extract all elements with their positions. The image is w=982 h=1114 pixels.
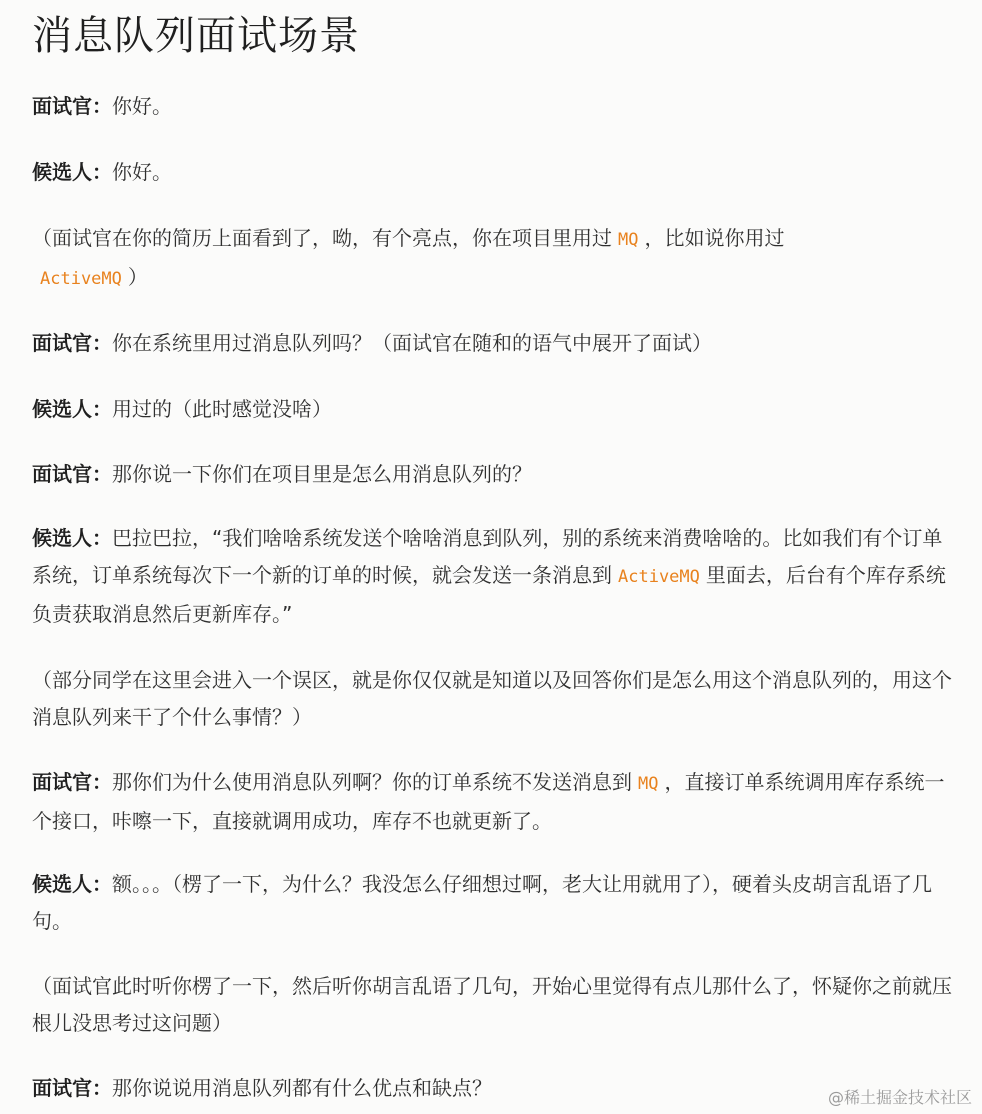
speaker-label: 候选人： — [32, 160, 112, 184]
dialogue-text: 巴拉巴拉，“我们啥啥系统发送个啥啥消息到队列，别的系统来消费啥啥的。比如我们有个订单系统，订单系统每次下一个新的订单的时候，就会发送一条消息到 — [32, 526, 943, 587]
narration-resume — [32, 220, 957, 298]
dialogue-line-interviewer-q3 — [32, 764, 957, 840]
speaker-label: 面试官： — [32, 1076, 112, 1100]
speaker-label: 面试官： — [32, 770, 112, 794]
speaker-label: 面试官： — [32, 94, 112, 118]
narration-text: ，比如说你用过 — [644, 226, 785, 250]
dialogue-text: 那你说一下你们在项目里是怎么用消息队列的？ — [112, 462, 532, 486]
narration-text: ） — [127, 265, 148, 289]
dialogue-text: 你在系统里用过消息队列吗？（面试官在随和的语气中展开了面试） — [112, 331, 712, 355]
narration-text: （面试官在你的简历上面看到了，呦，有个亮点，你在项目里用过 — [32, 226, 612, 250]
inline-code: MQ — [618, 230, 639, 250]
dialogue-text: 那你说说用消息队列都有什么优点和缺点？ — [112, 1076, 492, 1100]
dialogue-text: 你好。 — [112, 94, 172, 118]
page-title: 消息队列面试场景 — [32, 13, 360, 59]
narration-misconception — [32, 662, 957, 736]
dialogue-line-interviewer-q1 — [32, 325, 957, 362]
narration-text: （面试官此时听你楞了一下，然后听你胡言乱语了几句，开始心里觉得有点儿那什么了，怀疑你之前就压根儿没思考过这问题） — [32, 974, 952, 1035]
speaker-label: 候选人： — [32, 526, 112, 550]
narration-interviewer-doubt — [32, 968, 957, 1042]
dialogue-text: 那你们为什么使用消息队列啊？你的订单系统不发送消息到 — [112, 770, 632, 794]
dialogue-text: 你好。 — [112, 160, 172, 184]
watermark: @稀土掘金技术社区 — [827, 1088, 972, 1107]
dialogue-text: 额。。。（楞了一下，为什么？我没怎么仔细想过啊，老大让用就用了），硬着头皮胡言乱语了几句。 — [32, 872, 932, 933]
dialogue-text: 里面去，后台有个库存系统负责获取消息然后更新库存。” — [32, 563, 946, 626]
dialogue-text: 用过的（此时感觉没啥） — [112, 397, 332, 421]
dialogue-text: ，直接订单系统调用库存系统一个接口，咔嚓一下，直接就调用成功，库存不也就更新了。 — [32, 770, 945, 833]
dialogue-line-candidate-a3 — [32, 866, 957, 940]
speaker-label: 面试官： — [32, 331, 112, 355]
speaker-label: 候选人： — [32, 397, 112, 421]
dialogue-line-candidate-a2 — [32, 520, 957, 633]
inline-code: ActiveMQ — [40, 269, 122, 289]
dialogue-line-candidate-greeting — [32, 154, 957, 191]
narration-text: （部分同学在这里会进入一个误区，就是你仅仅就是知道以及回答你们是怎么用这个消息队列的，用这个消息队列来干了个什么事情？） — [32, 668, 952, 729]
speaker-label: 面试官： — [32, 462, 112, 486]
inline-code: MQ — [638, 774, 659, 794]
dialogue-line-interviewer-greeting — [32, 88, 957, 125]
speaker-label: 候选人： — [32, 872, 112, 896]
dialogue-line-candidate-a1 — [32, 391, 957, 428]
inline-code: ActiveMQ — [618, 567, 700, 587]
dialogue-line-interviewer-q2 — [32, 456, 957, 493]
dialogue-line-interviewer-q4 — [32, 1070, 957, 1107]
